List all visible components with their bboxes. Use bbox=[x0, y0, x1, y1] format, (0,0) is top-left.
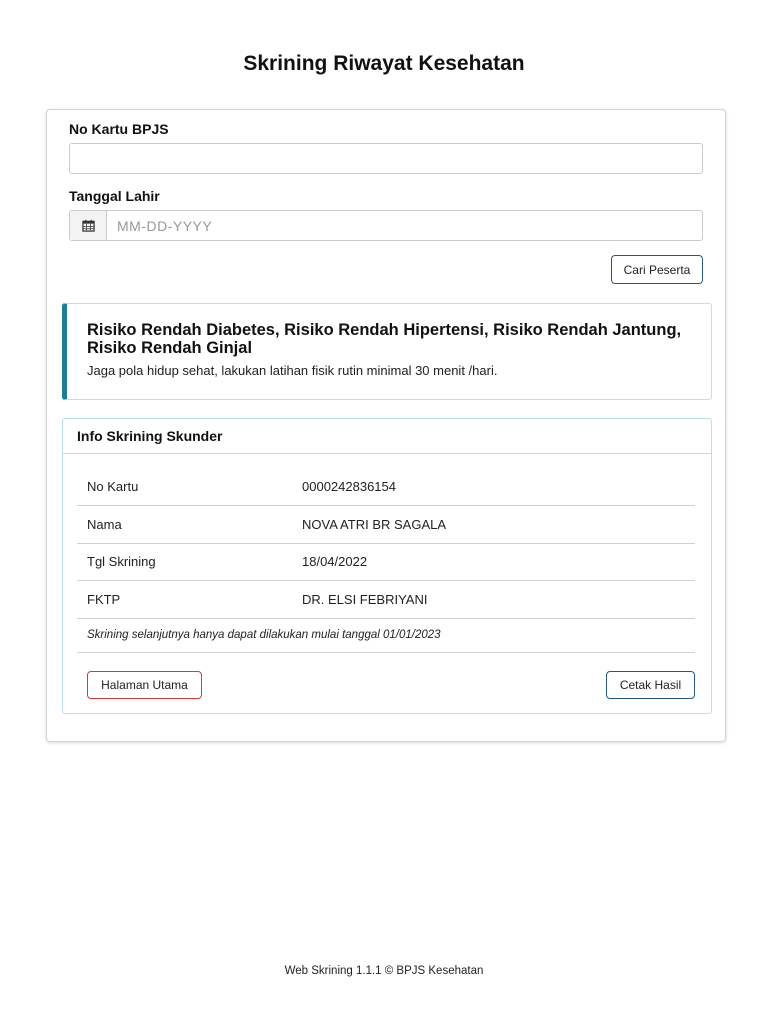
no-kartu-label: No Kartu BPJS bbox=[69, 121, 169, 137]
calendar-icon[interactable] bbox=[70, 211, 107, 240]
info-table bbox=[77, 468, 695, 653]
table-row bbox=[77, 581, 695, 619]
page-title: Skrining Riwayat Kesehatan bbox=[243, 52, 525, 75]
risk-alert bbox=[62, 303, 712, 400]
row-value-no-kartu: 0000242836154 bbox=[292, 468, 695, 506]
tanggal-lahir-label: Tanggal Lahir bbox=[69, 188, 160, 204]
table-row bbox=[77, 468, 695, 506]
next-screening-note: Skrining selanjutnya hanya dapat dilakukan mulai tanggal 01/01/2023 bbox=[77, 618, 695, 652]
tanggal-lahir-group bbox=[69, 210, 703, 241]
screening-card bbox=[46, 109, 726, 742]
row-label-tgl-skrining: Tgl Skrining bbox=[77, 543, 292, 581]
row-label-no-kartu: No Kartu bbox=[77, 468, 292, 506]
row-label-nama: Nama bbox=[77, 506, 292, 544]
row-value-tgl-skrining: 18/04/2022 bbox=[292, 543, 695, 581]
cari-peserta-button[interactable]: Cari Peserta bbox=[611, 255, 703, 284]
row-value-nama: NOVA ATRI BR SAGALA bbox=[292, 506, 695, 544]
footer-text: Web Skrining 1.1.1 © BPJS Kesehatan bbox=[284, 965, 484, 977]
halaman-utama-button[interactable]: Halaman Utama bbox=[87, 671, 202, 699]
note-row bbox=[77, 618, 695, 652]
tanggal-lahir-input[interactable] bbox=[107, 211, 702, 240]
cetak-hasil-button[interactable]: Cetak Hasil bbox=[606, 671, 695, 699]
row-value-fktp: DR. ELSI FEBRIYANI bbox=[292, 581, 695, 619]
alert-heading: Risiko Rendah Diabetes, Risiko Rendah Hipertensi, Risiko Rendah Jantung, Risiko Rendah Ginjal bbox=[87, 321, 682, 357]
info-card-header: Info Skrining Skunder bbox=[63, 419, 711, 454]
row-label-fktp: FKTP bbox=[77, 581, 292, 619]
alert-text: Jaga pola hidup sehat, lakukan latihan fisik rutin minimal 30 menit /hari. bbox=[87, 363, 498, 378]
info-skrining-card bbox=[62, 418, 712, 714]
no-kartu-input[interactable] bbox=[69, 143, 703, 174]
table-row bbox=[77, 543, 695, 581]
table-row bbox=[77, 506, 695, 544]
